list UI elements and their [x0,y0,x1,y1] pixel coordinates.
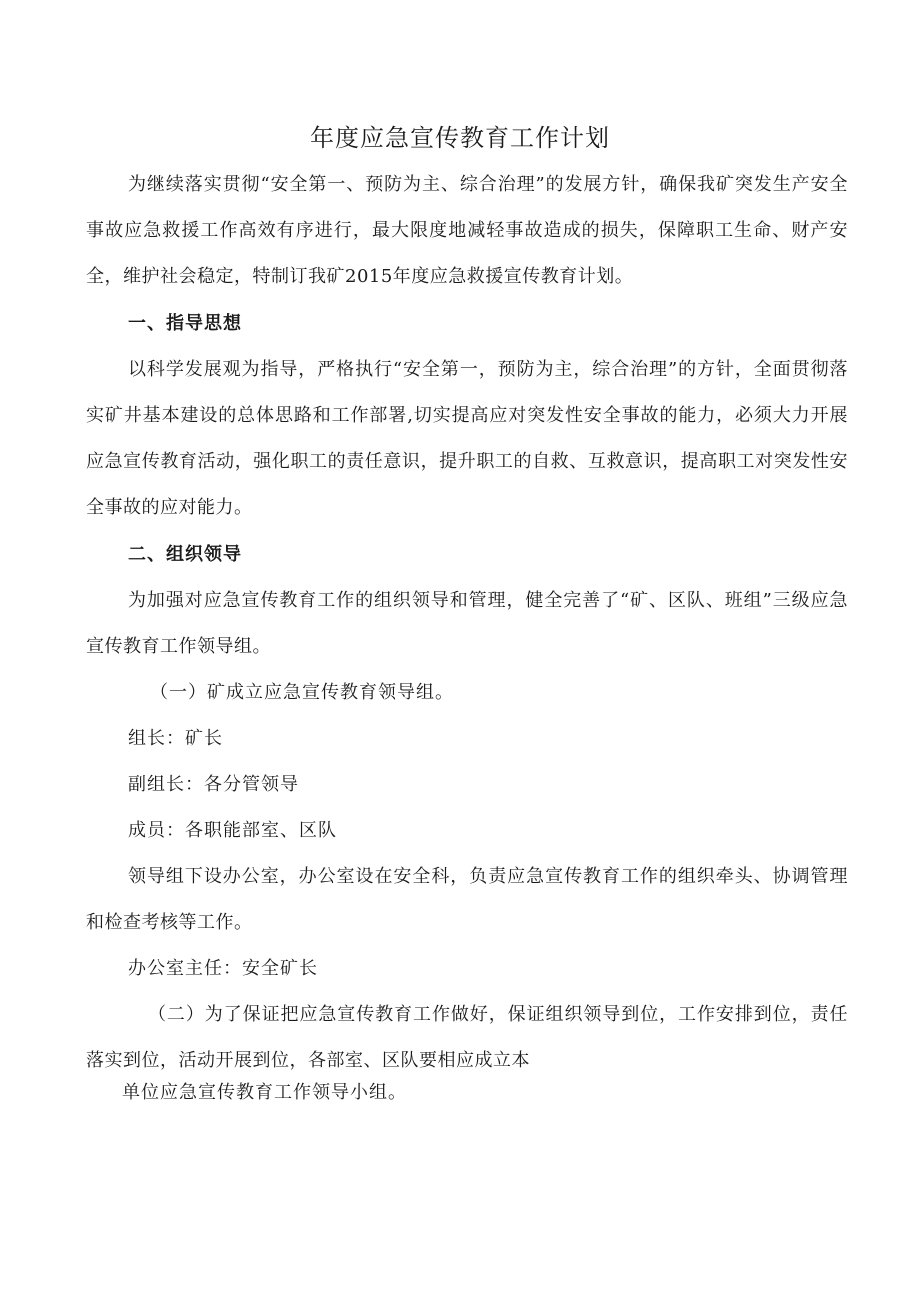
section-heading-organization: 二、组织领导 [128,544,242,565]
leader-line: 组长：矿长 [128,728,223,749]
intro-paragraph: 为继续落实贯彻“安全第一、预防为主、综合治理”的发展方针，确保我矿突发生产安全事故应急救援工作高效有序进行，最大限度地减轻事故造成的损失，保障职工生命、财产安全，维护社会稳定，特制订我矿2015年度应急救援宣传教育计划。 [86,174,848,287]
organization-paragraph: 为加强对应急宣传教育工作的组织领导和管理，健全完善了“矿、区队、班组”三级应急宣传教育工作领导组。 [86,590,848,657]
subsection-two-tail: 单位应急宣传教育工作领导小组。 [122,1082,407,1103]
office-director-line: 办公室主任：安全矿长 [128,958,318,979]
subsection-one: （一）矿成立应急宣传教育领导组。 [150,682,454,703]
members-line: 成员：各职能部室、区队 [128,820,337,841]
deputy-leader-line: 副组长：各分管领导 [128,774,299,795]
guiding-ideology-paragraph: 以科学发展观为指导，严格执行“安全第一，预防为主，综合治理”的方针，全面贯彻落实矿井基本建设的总体思路和工作部署,切实提高应对突发性安全事故的能力，必须大力开展应急宣传教育活动，强化职工的责任意识，提升职工的自救、互救意识，提高职工对突发性安全事故的应对能力。 [86,359,848,518]
document-title: 年度应急宣传教育工作计划 [310,124,610,152]
office-paragraph: 领导组下设办公室，办公室设在安全科，负责应急宣传教育工作的组织牵头、协调管理和检查考核等工作。 [86,866,848,933]
section-heading-guiding-ideology: 一、指导思想 [128,313,242,334]
subsection-two-paragraph: （二）为了保证把应急宣传教育工作做好，保证组织领导到位，工作安排到位，责任落实到位，活动开展到位，各部室、区队要相应成立本 [86,1004,848,1071]
